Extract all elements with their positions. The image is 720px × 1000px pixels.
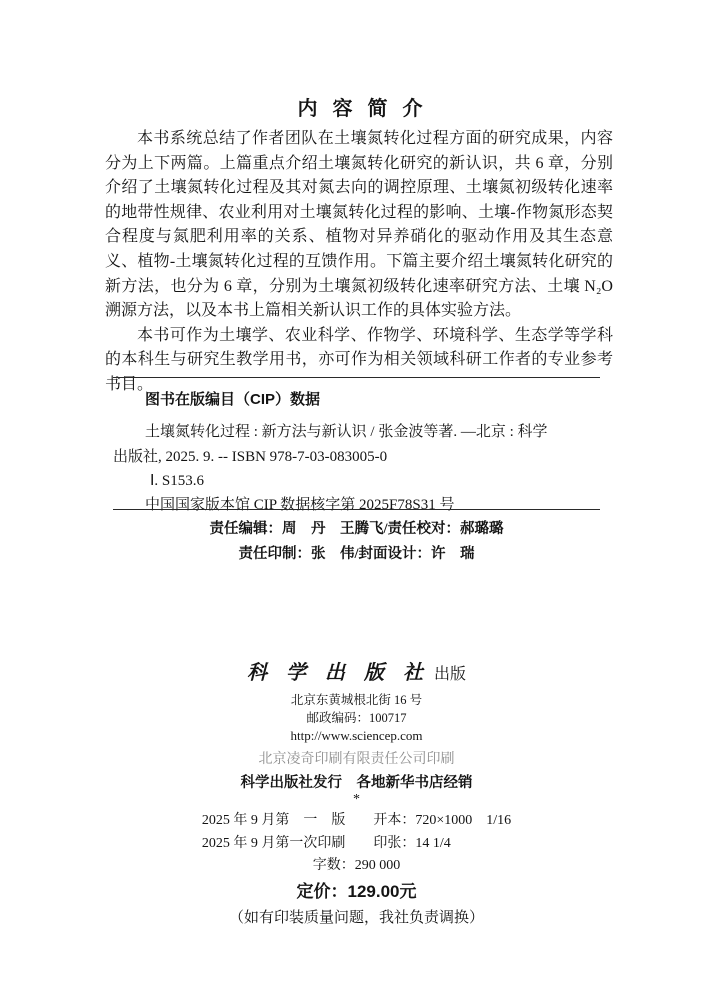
- exchange-note-line: （如有印装质量问题，我社负责调换）: [228, 910, 484, 926]
- credits-print-design-line: 责任印制：张 伟/封面设计：许 瑞: [238, 546, 475, 562]
- distribution-line: 科学出版社发行 各地新华书店经销: [240, 775, 473, 791]
- word-count-line: 字数：290 000: [312, 858, 401, 873]
- staff-credits-block: [113, 509, 600, 567]
- cip-data-block: [113, 377, 600, 516]
- separator-asterisk: *: [353, 792, 360, 807]
- edition-info: [113, 809, 600, 855]
- intro-paragraph-1: 本书系统总结了作者团队在土壤氮转化过程方面的研究成果，内容分为上下两篇。上篇重点介绍土壤氮转化研究的新认识，共 6 章，分别介绍了土壤氮转化过程及其对氮去向的调控原理、土壤氮初级转化速率的地带性规律、农业利用对土壤氮转化过程的影响、土壤-作物氮形态契合程度与氮肥利用率的关系、植物对异养硝化的驱动作用及其生态意义、植物-土壤氮转化过程的互馈作用。下篇主要介绍土壤氮转化研究的新方法，也分为 6 章，分别为土壤氮初级转化速率研究方法、土壤 N₂O 溯源方法，以及本书上篇相关新认识工作的具体实验方法。: [105, 130, 613, 320]
- publisher-role-label: 出版: [429, 666, 466, 683]
- cip-title-line: 土壤氮转化过程 : 新方法与新认识 / 张金波等著. —北京 : 科学: [145, 424, 548, 440]
- page-title: 内容简介: [297, 98, 438, 120]
- credits-editors-line: 责任编辑：周 丹 王腾飞/责任校对：郝璐璐: [209, 521, 504, 537]
- publisher-website: http://www.sciencep.com: [290, 728, 423, 743]
- cip-isbn-line: 出版社, 2025. 9. -- ISBN 978-7-03-083005-0: [113, 449, 388, 465]
- edition-line: 2025 年 9 月第 一 版 开本：720×1000 1/16: [201, 813, 512, 828]
- publisher-logotype: 科 学 出 版 社: [246, 662, 430, 684]
- intro-section: [105, 127, 613, 398]
- publisher-postcode: 邮政编码：100717: [306, 711, 407, 725]
- impression-line: 2025 年 9 月第一次印刷 印张：14 1/4: [201, 836, 451, 851]
- publisher-line: [113, 660, 600, 688]
- cip-record-number: 中国国家版本馆 CIP 数据核字第 2025F78S31 号: [145, 497, 455, 513]
- colophon-block: [113, 660, 600, 928]
- cip-header: 图书在版编目（CIP）数据: [145, 391, 321, 408]
- printer-line: 北京凌奇印刷有限责任公司印刷: [258, 752, 455, 767]
- intro-paragraph-2: 本书可作为土壤学、农业科学、作物学、环境科学、生态学等学科的本科生与研究生教学用书，亦可作为相关领域科研工作者的专业参考书目。: [105, 326, 613, 393]
- publisher-address: 北京东黄城根北街 16 号: [290, 693, 423, 707]
- cip-classification-code: Ⅰ. S153.6: [150, 473, 205, 489]
- price-line: 定价：129.00元: [296, 882, 417, 901]
